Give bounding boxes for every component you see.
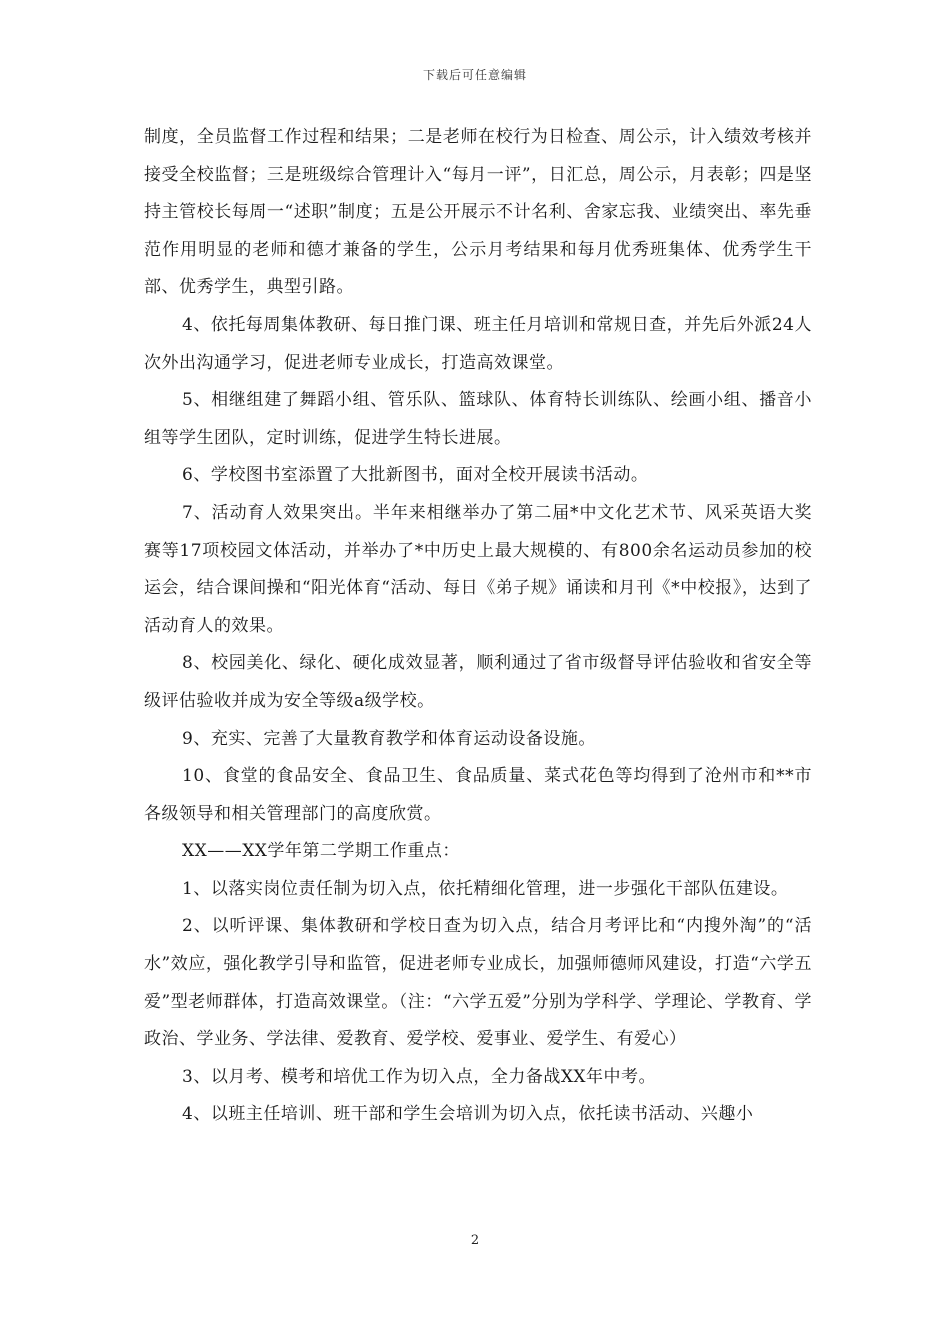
paragraph-item-6: 6、学校图书室添置了大批新图书，面对全校开展读书活动。 [182, 465, 649, 486]
paragraph-item-7: 7、活动育人效果突出。半年来相继举办了第二届*中文化艺术节、风采英语大奖赛等17项校园文体活动，并举办了*中历史上最大规模的、有800余名运动员参加的校运会，结合课间操和“阳光体育“活动、每日《弟子规》诵读和月刊《*中校报》，达到了活动育人的效果。 [144, 502, 812, 636]
focus-item-1: 1、以落实岗位责任制为切入点，依托精细化管理，进一步强化干部队伍建设。 [182, 878, 789, 899]
page-header: 下载后可任意编辑 [422, 68, 527, 82]
focus-item-4: 4、以班主任培训、班干部和学生会培训为切入点，依托读书活动、兴趣小 [182, 1104, 754, 1125]
paragraph-continuation: 制度，全员监督工作过程和结果；二是老师在校行为日检查、周公示，计入绩效考核并接受全校监督；三是班级综合管理计入“每月一评”，日汇总，周公示，月表彰；四是坚持主管校长每周一“述职”制度；五是公开展示不计名利、舍家忘我、业绩突出、率先垂范作用明显的老师和德才兼备的学生，公示月考结果和每月优秀班集体、优秀学生干部、优秀学生，典型引路。 [144, 127, 812, 298]
paragraph-item-4: 4、依托每周集体教研、每日推门课、班主任月培训和常规日查，并先后外派24人次外出沟通学习，促进老师专业成长，打造高效课堂。 [144, 314, 812, 373]
focus-item-3: 3、以月考、模考和培优工作为切入点，全力备战XX年中考。 [182, 1066, 657, 1087]
paragraph-item-5: 5、相继组建了舞蹈小组、管乐队、篮球队、体育特长训练队、绘画小组、播音小组等学生团队，定时训练，促进学生特长进展。 [144, 390, 812, 448]
paragraph-item-8: 8、校园美化、绿化、硬化成效显著，顺利通过了省市级督导评估验收和省安全等级评估验收并成为安全等级a级学校。 [144, 653, 812, 711]
page-number: 2 [470, 1233, 480, 1248]
section-heading: XX——XX学年第二学期工作重点： [182, 841, 460, 862]
paragraph-item-9: 9、充实、完善了大量教育教学和体育运动设备设施。 [182, 728, 596, 749]
paragraph-item-10: 10、食堂的食品安全、食品卫生、食品质量、菜式花色等均得到了沧州市和**市各级领导和相关管理部门的高度欣赏。 [144, 766, 812, 824]
focus-item-2: 2、以听评课、集体教研和学校日查为切入点，结合月考评比和“内搜外淘”的“活水”效应，强化教学引导和监管，促进老师专业成长，加强师德师风建设，打造“六学五爱”型老师群体，打造高效课堂。（注：“六学五爱”分别为学科学、学理论、学教育、学政治、学业务、学法律、爱教育、爱学校、爱事业、爱学生、有爱心） [144, 916, 812, 1050]
document-body [144, 119, 812, 1134]
